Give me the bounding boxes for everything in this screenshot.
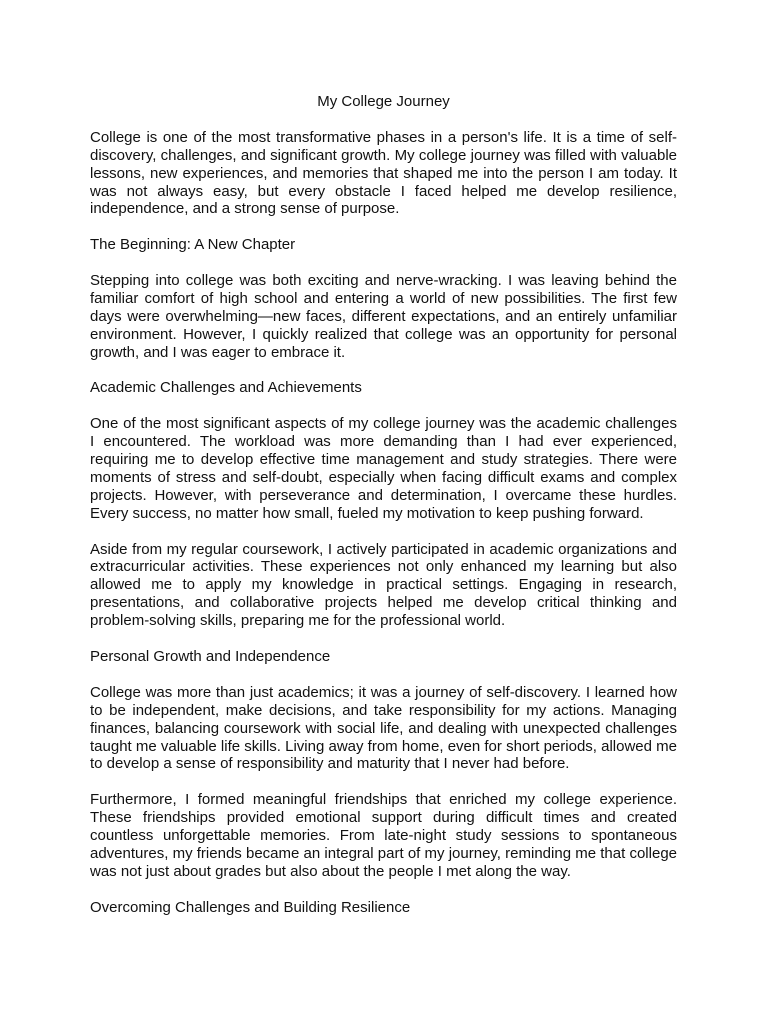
section-heading-personal-growth: Personal Growth and Independence: [90, 647, 331, 665]
paragraph-academic-2: Aside from my regular coursework, I actively participated in academic organizations and extracurricular activities. These experiences not only enhanced my learning but also allowed me to apply my knowledge in practical settings. Engaging in research, presentations, and collaborative projects helped me develop critical thinking and problem-solving skills, preparing me for the professional world.: [90, 540, 677, 630]
document-title: My College Journey: [317, 93, 450, 110]
paragraph-beginning-1: Stepping into college was both exciting and nerve-wracking. I was leaving behind the familiar comfort of high school and entering a world of new possibilities. The first few days were overwhelming—new faces, different expectations, and an entirely unfamiliar environment. However, I quickly realized that college was an opportunity for personal growth, and I was eager to embrace it.: [90, 272, 677, 361]
paragraph-academic-1: One of the most significant aspects of my college journey was the academic challenges I encountered. The workload was more demanding than I had ever experienced, requiring me to develop effective time management and study strategies. There were moments of stress and self-doubt, especially when facing difficult exams and complex projects. However, with perseverance and determination, I overcame these hurdles. Every success, no matter how small, fueled my motivation to keep pushing forward.: [90, 415, 677, 522]
section-heading-beginning: The Beginning: A New Chapter: [90, 236, 296, 254]
paragraph-personal-growth-2: Furthermore, I formed meaningful friendships that enriched my college experience. These friendships provided emotional support during difficult times and created countless unforgettable memories. From late-night study sessions to spontaneous adventures, my friends became an integral part of my journey, reminding me that college was not just about grades but also about the people I met along the way.: [90, 791, 677, 880]
paragraph-personal-growth-1: College was more than just academics; it was a journey of self-discovery. I learned how to be independent, make decisions, and take responsibility for my actions. Managing finances, balancing coursework with social life, and dealing with unexpected challenges taught me valuable life skills. Living away from home, even for short periods, allowed me to develop a sense of responsibility and maturity that I never had before.: [90, 683, 677, 773]
section-heading-resilience: Overcoming Challenges and Building Resilience: [90, 898, 411, 916]
section-heading-academic: Academic Challenges and Achievements: [90, 379, 362, 397]
intro-paragraph: College is one of the most transformative phases in a person's life. It is a time of self-discovery, challenges, and significant growth. My college journey was filled with valuable lessons, new experiences, and memories that shaped me into the person I am today. It was not always easy, but every obstacle I faced helped me develop resilience, independence, and a strong sense of purpose.: [90, 128, 677, 218]
